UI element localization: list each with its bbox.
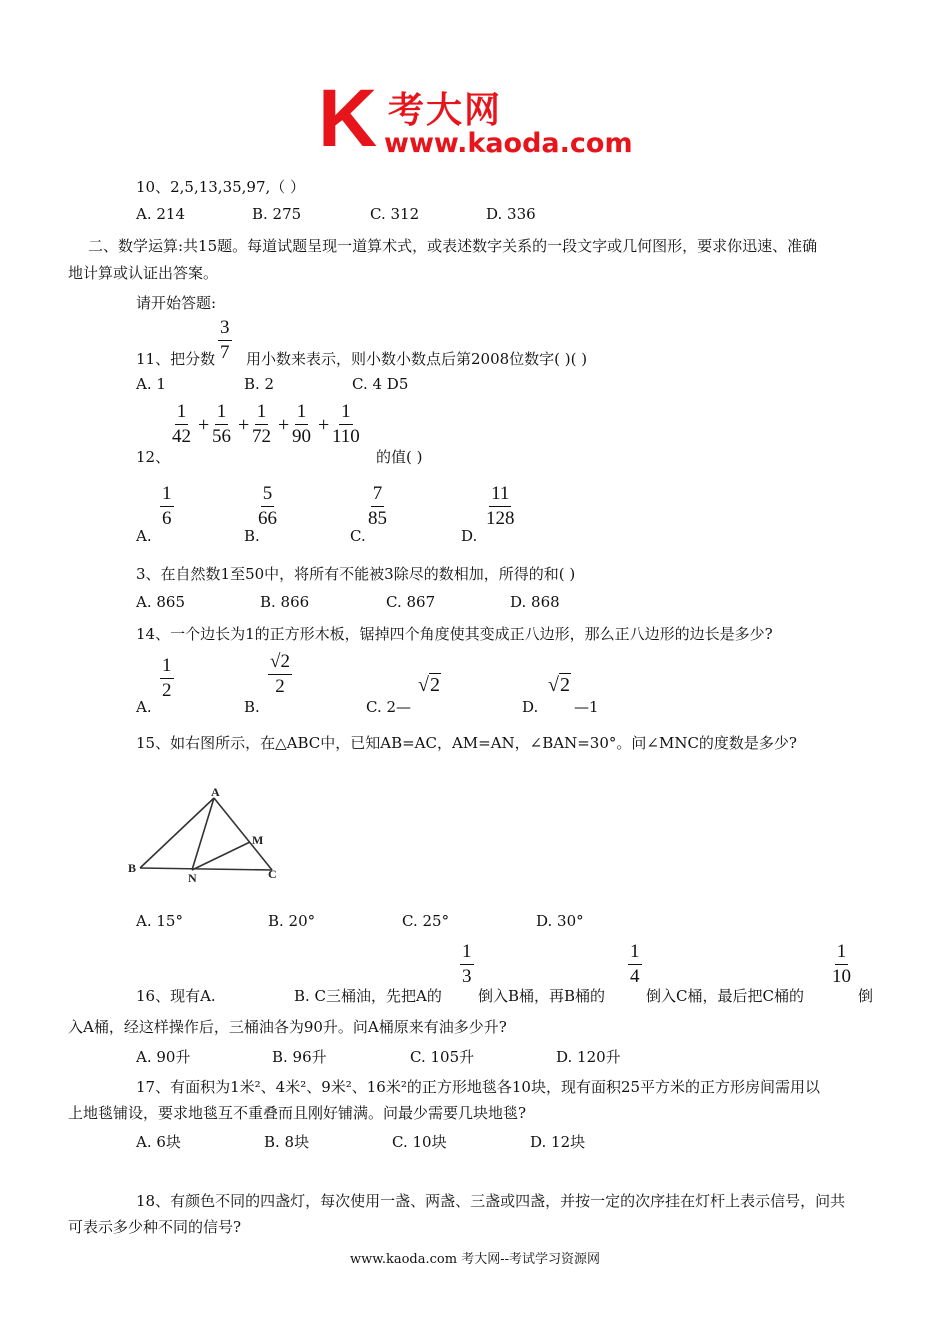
q10-option-a: A. 214 [136, 205, 185, 223]
q10-option-c: C. 312 [370, 205, 420, 223]
q12-option-c-frac: $\frac{7}{85}$ [368, 483, 387, 529]
point-m-label: M [252, 833, 264, 847]
section2-intro-line1: 二、数学运算:共15题。每道试题呈现一道算术式，或表述数字关系的一段文字或几何图形，要求你迅速、准确 [88, 237, 818, 255]
q12-term-2: $\frac{1}{56}$ [212, 401, 231, 447]
q15-option-c: C. 25° [402, 912, 450, 930]
q11-stem-pre: 11、把分数 [136, 350, 216, 368]
q14-option-d-post: —1 [574, 698, 599, 716]
q15-option-d: D. 30° [536, 912, 584, 930]
logo-chinese-name: 考大网 [388, 90, 503, 131]
q17-line-1: 17、有面积为1米²、4米²、9米²、16米²的正方形地毯各10块，现有面积25平方米的正方形房间需用以 [136, 1078, 821, 1096]
q16-option-a: A. 90升 [136, 1048, 191, 1066]
q11-frac-num: 3 [218, 318, 232, 341]
q17-option-a: A. 6块 [136, 1133, 181, 1151]
q12-plus: + [318, 414, 330, 436]
q18-line-1: 18、有颜色不同的四盏灯，每次使用一盏、两盏、三盏或四盏，并按一定的次序挂在灯杆上表示信号，问共 [136, 1192, 846, 1210]
q15-option-a: A. 15° [136, 912, 183, 930]
q12-option-b-label: B. [244, 527, 260, 545]
vertex-a-label: A [211, 785, 220, 799]
q11-fraction [218, 318, 232, 363]
q16-option-b: B. 96升 [272, 1048, 327, 1066]
q17-option-b: B. 8块 [264, 1133, 310, 1151]
edge-bc [140, 868, 272, 870]
point-n-label: N [188, 871, 197, 884]
q12-plus: + [238, 414, 250, 436]
q10-option-d: D. 336 [486, 205, 536, 223]
section2-intro-line2: 地计算或认证出答案。 [68, 264, 219, 282]
q16-option-d: D. 120升 [556, 1048, 621, 1066]
q16-fraction-1: $\frac{1}{3}$ [462, 941, 472, 987]
q14-option-c-sqrt: √2 [418, 674, 440, 696]
q12-plus: + [198, 414, 210, 436]
q14-option-d-sqrt: √2 [548, 674, 570, 696]
q12-term-1: $\frac{1}{42}$ [172, 401, 191, 447]
q12-term-5: $\frac{1}{110}$ [332, 401, 360, 447]
logo-k-letter: K [318, 73, 376, 164]
q12-option-d-frac: $\frac{11}{128}$ [486, 483, 515, 529]
q12-option-a-label: A. [136, 527, 152, 545]
q12-plus: + [278, 414, 290, 436]
q12-option-a-frac: $\frac{1}{6}$ [162, 483, 172, 529]
q16-part-4: 倒入C桶，最后把C桶的 [646, 987, 804, 1005]
q14-stem: 14、一个边长为1的正方形木板，锯掉四个角度使其变成正八边形，那么正八边形的边长是多少? [136, 625, 773, 643]
q16-part-2: B. C三桶油，先把A的 [294, 987, 442, 1005]
segment-nm [192, 842, 250, 870]
q18-line-2: 可表示多少种不同的信号? [68, 1218, 242, 1236]
q14-option-b-frac: $\frac{√2}{2}$ [270, 651, 290, 697]
vertex-c-label: C [268, 867, 277, 881]
q16-part-1: 16、现有A. [136, 987, 216, 1005]
q15-option-b: B. 20° [268, 912, 316, 930]
q11-option-b: B. 2 [244, 375, 275, 393]
q16-fraction-2: $\frac{1}{4}$ [630, 941, 640, 987]
logo-url: www.kaoda.com [384, 128, 633, 159]
q10-option-b: B. 275 [252, 205, 302, 223]
q17-option-d: D. 12块 [530, 1133, 586, 1151]
page-footer: www.kaoda.com 考大网--考试学习资源网 [350, 1252, 600, 1267]
q14-option-c-label: C. 2— [366, 698, 412, 716]
q12-stem-post: 的值( ) [376, 448, 423, 466]
q13-option-d: D. 868 [510, 593, 560, 611]
q11-stem-post: 用小数来表示，则小数小数点后第2008位数字( )( ) [246, 350, 588, 368]
q13-stem: 3、在自然数1至50中，将所有不能被3除尽的数相加，所得的和( ) [136, 565, 576, 583]
q16-fraction-3: $\frac{1}{10}$ [832, 941, 851, 987]
vertex-b-label: B [128, 861, 137, 875]
kaoda-logo [318, 73, 640, 164]
q12-option-d-label: D. [461, 527, 478, 545]
q16-option-c: C. 105升 [410, 1048, 475, 1066]
q12-term-3: $\frac{1}{72}$ [252, 401, 271, 447]
q12-option-c-label: C. [350, 527, 366, 545]
q15-stem: 15、如右图所示，在△ABC中，已知AB=AC，AM=AN，∠BAN=30°。问∠MNC的度数是多少? [136, 734, 797, 752]
q16-line-2: 入A桶，经这样操作后，三桶油各为90升。问A桶原来有油多少升? [68, 1018, 507, 1036]
q13-option-a: A. 865 [136, 593, 185, 611]
q14-option-a-frac: $\frac{1}{2}$ [162, 655, 172, 701]
q11-option-c: C. 4 D5 [352, 375, 409, 393]
q14-option-b-radicand: 2 [280, 651, 290, 672]
q17-line-2: 上地毯铺设，要求地毯互不重叠而且刚好铺满。问最少需要几块地毯? [68, 1104, 527, 1122]
q14-option-d-label: D. [522, 698, 539, 716]
q11-frac-den: 7 [220, 342, 230, 363]
q17-option-c: C. 10块 [392, 1133, 447, 1151]
q13-option-b: B. 866 [260, 593, 310, 611]
q13-option-c: C. 867 [386, 593, 436, 611]
q12-term-4: $\frac{1}{90}$ [292, 401, 311, 447]
triangle-figure [122, 784, 288, 884]
q11-option-a: A. 1 [136, 375, 166, 393]
q12-option-b-frac: $\frac{5}{66}$ [258, 483, 277, 529]
section2-start: 请开始答题: [136, 294, 217, 312]
q14-option-a-label: A. [136, 698, 152, 716]
q16-part-3: 倒入B桶，再B桶的 [478, 987, 606, 1005]
q12-label: 12、 [136, 448, 171, 466]
q16-part-5: 倒 [858, 987, 874, 1005]
q14-option-b-label: B. [244, 698, 260, 716]
q10-stem: 10、2,5,13,35,97,（ ） [136, 178, 306, 196]
